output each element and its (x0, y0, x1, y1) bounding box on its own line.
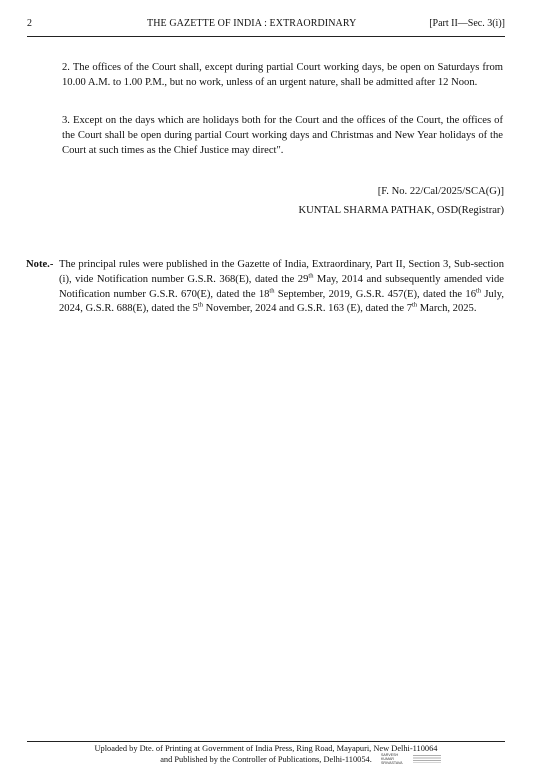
note-text: The principal rules were published in the Gazette of India, Extraordinary, Part II, Section 3, Sub-section (i), vide Notification number G.S.R. 368(E), dated the 29th May, 2014 and subsequently amended vide Notification number G.S.R. 670(E), dated the 18th September, 2019, G.S.R. 457(E), dated the 16th July, 2024, G.S.R. 688(E), dated the 5th November, 2024 and G.S.R. 163 (E), dated the 7th March, 2025. (59, 259, 504, 315)
note-block (26, 258, 504, 317)
footer-line-2: and Published by the Controller of Publications, Delhi-110054. (160, 755, 372, 764)
page-header (27, 18, 505, 34)
signature-lines-icon (413, 755, 441, 763)
paragraph-3: 3. Except on the days which are holidays both for the Court and the offices of the Court, the offices of the Court shall be open during partial Court working days and Christmas and New Year holidays of the Court at such times as the Chief Justice may direct". (62, 115, 503, 156)
note-label: Note.- (26, 259, 54, 270)
page-number: 2 (27, 18, 32, 29)
footer-rule (27, 741, 505, 742)
gazette-title: THE GAZETTE OF INDIA : EXTRAORDINARY (147, 18, 357, 29)
signatory: KUNTAL SHARMA PATHAK, OSD(Registrar) (298, 205, 504, 216)
digital-signature-stamp (381, 752, 443, 766)
stamp-name: SARVESH KUMAR SRIVASTAVA (381, 753, 403, 765)
file-number: [F. No. 22/Cal/2025/SCA(G)] (377, 186, 504, 197)
paragraph-2: 2. The offices of the Court shall, except during partial Court working days, be open on Saturdays from 10.00 A.M. to 1.00 P.M., but no work, unless of an urgent nature, shall be admitted after 12 Noon. (62, 62, 503, 88)
footer-line-1: Uploaded by Dte. of Printing at Government of India Press, Ring Road, Mayapuri, New Delhi-110064 (94, 744, 438, 753)
section-label: [Part II—Sec. 3(i)] (429, 18, 505, 29)
header-rule (27, 36, 505, 37)
